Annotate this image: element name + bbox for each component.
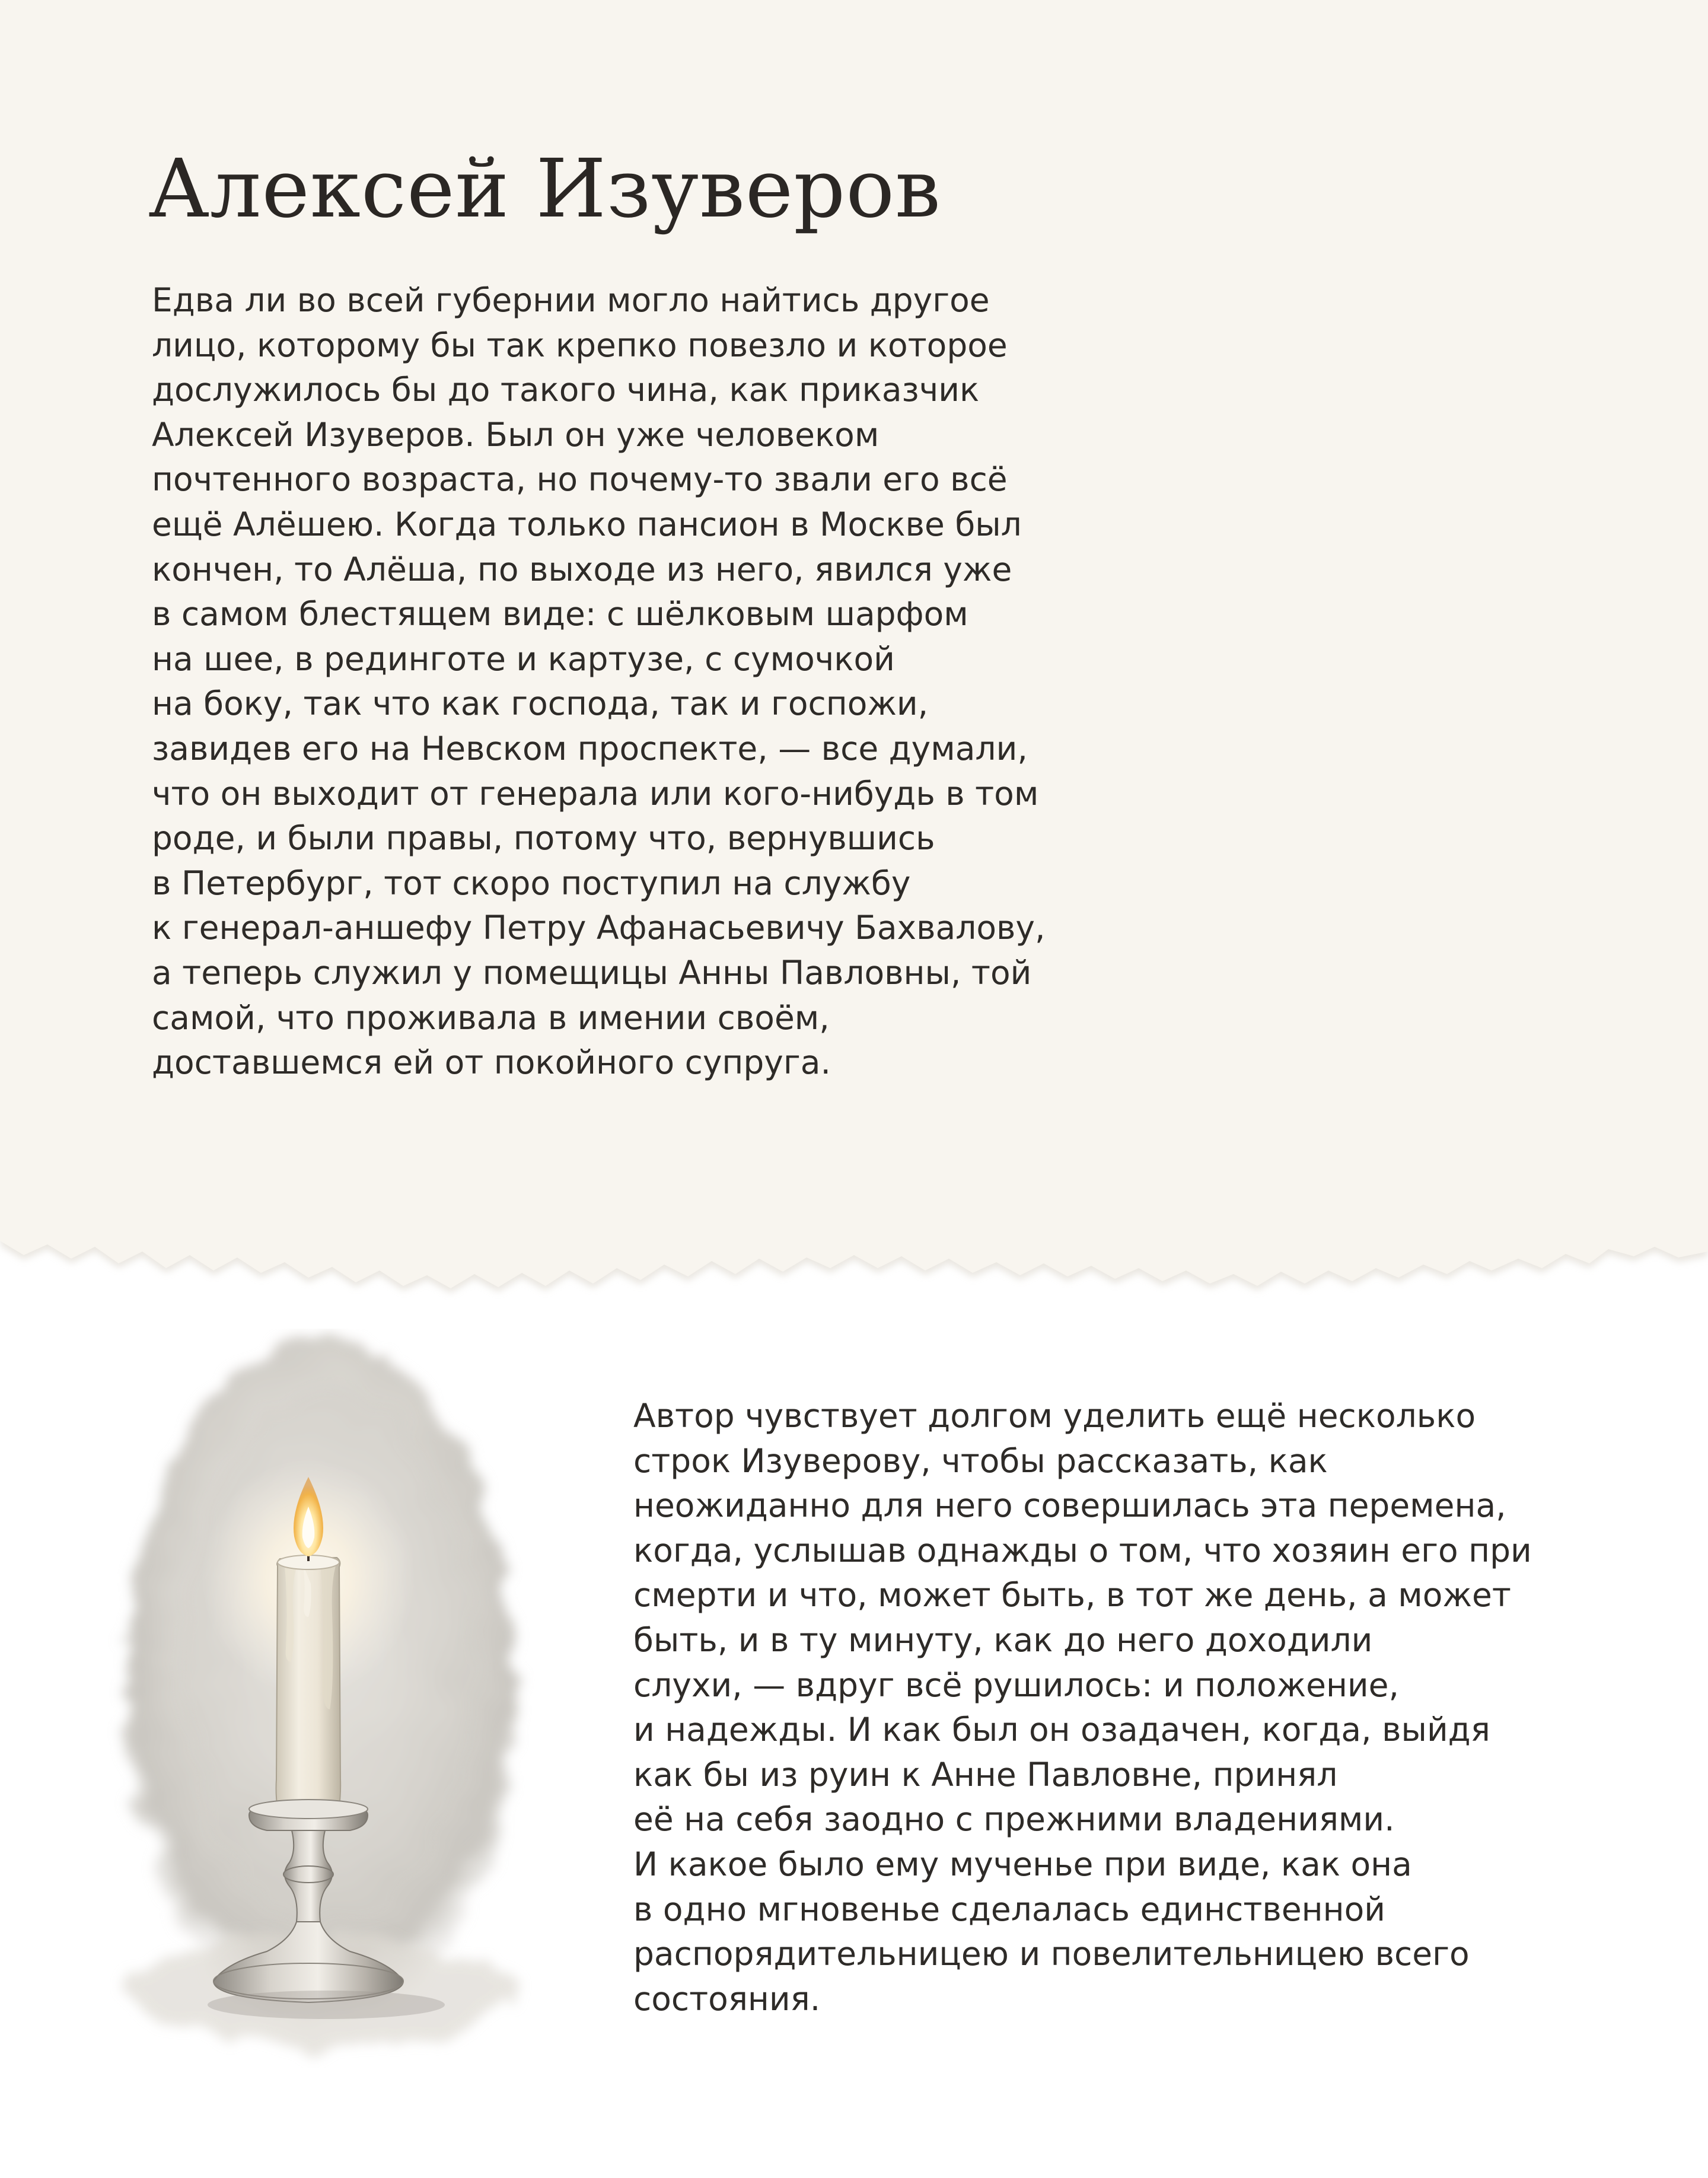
- paragraph-line: смерти и что, может быть, в тот же день, а может: [633, 1576, 1511, 1615]
- paragraph-line: дослужилось бы до такого чина, как приказчик: [152, 371, 980, 409]
- paragraph-line: самой, что проживала в имении своём,: [152, 998, 830, 1037]
- paragraph-line: на боку, так что как господа, так и госпожи,: [152, 684, 929, 723]
- paragraph-line: ещё Алёшею. Когда только пансион в Москве был: [152, 505, 1022, 543]
- paragraph-line: состояния.: [633, 1979, 821, 2018]
- paragraph-line: доставшемся ей от покойного супруга.: [152, 1043, 831, 1082]
- paragraph-line: а теперь служил у помещицы Анны Павловны, той: [152, 953, 1032, 992]
- page-title: Алексей Изуверов: [148, 142, 941, 236]
- paragraph-line: в Петербург, тот скоро поступил на службу: [152, 864, 911, 902]
- paragraph-line: неожиданно для него совершилась эта перемена,: [633, 1486, 1506, 1525]
- paragraph-line: и надежды. И как был он озадачен, когда, выйдя: [633, 1711, 1490, 1749]
- paragraph-2: [633, 1394, 1532, 2021]
- paragraph-1: [152, 278, 1045, 1085]
- paragraph-line: её на себя заодно с прежними владениями.: [633, 1800, 1395, 1839]
- paragraph-line: слухи, — вдруг всё рушилось: и положение,: [633, 1666, 1399, 1704]
- paragraph-line: почтенного возраста, но почему-то звали его всё: [152, 460, 1008, 499]
- paragraph-line: когда, услышав однажды о том, что хозяин его при: [633, 1531, 1532, 1569]
- paragraph-line: на шее, в рединготе и картузе, с сумочкой: [152, 639, 895, 678]
- paragraph-line: распорядительницею и повелительницею всего: [633, 1935, 1470, 1973]
- paragraph-line: кончен, то Алёша, по выходе из него, явился уже: [152, 550, 1012, 588]
- paragraph-line: Едва ли во всей губернии могло найтись другое: [152, 281, 990, 319]
- paragraph-line: завидев его на Невском проспекте, — все думали,: [152, 729, 1028, 768]
- candle-icon: [71, 1329, 569, 2088]
- paragraph-line: как бы из руин к Анне Павловне, принял: [633, 1755, 1338, 1794]
- paragraph-line: Алексей Изуверов. Был он уже человеком: [152, 415, 880, 454]
- paragraph-line: быть, и в ту минуту, как до него доходили: [633, 1620, 1373, 1659]
- paragraph-line: лицо, которому бы так крепко повезло и которое: [152, 326, 1008, 364]
- paragraph-line: роде, и были правы, потому что, вернувшись: [152, 819, 935, 858]
- paragraph-line: Автор чувствует долгом уделить ещё несколько: [633, 1397, 1476, 1435]
- paragraph-line: в одно мгновенье сделалась единственной: [633, 1890, 1385, 1928]
- paragraph-line: строк Изуверову, чтобы рассказать, как: [633, 1441, 1328, 1480]
- paragraph-line: И какое было ему мученье при виде, как она: [633, 1845, 1412, 1883]
- paragraph-line: что он выходит от генерала или кого-нибудь в том: [152, 774, 1039, 813]
- paragraph-line: к генерал-аншефу Петру Афанасьевичу Бахвалову,: [152, 909, 1046, 947]
- paragraph-line: в самом блестящем виде: с шёлковым шарфом: [152, 595, 968, 633]
